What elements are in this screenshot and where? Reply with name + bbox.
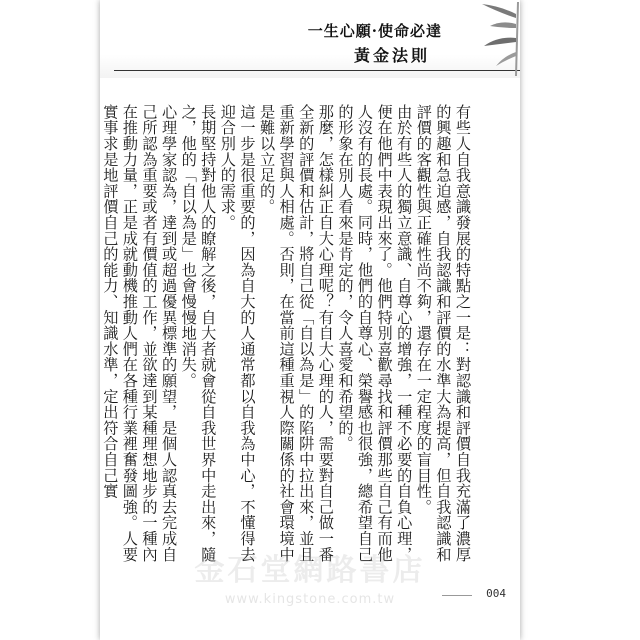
book-title: 一生心願·使命必達 — [307, 22, 442, 40]
paragraph: 那麼，怎樣糾正自大心理呢？有自大心理的人，需要對自己做一番全新的評價和估計，將自己從「自以為是」的陷阱中拉出來，並且重新學習與人相處。否則，在當前這種重視人際關係的社會環境中是難以立足的。 — [258, 104, 335, 563]
book-page — [100, 0, 520, 640]
paragraph: 有些人自我意識發展的特點之一是：對認識和評價自我充滿了濃厚的興趣和急迫感，自我認識和評價的水準大為提高，但自我認識和評價的客觀性與正確性尚不夠，還存在一定程度的盲目性。 — [414, 104, 472, 563]
watermark-text: 金石堂網路書店 — [194, 553, 426, 588]
book-subtitle: 黃金法則 — [353, 46, 430, 65]
page-number: 004 — [486, 587, 506, 600]
bamboo-leaf-icon — [440, 0, 520, 78]
vertical-body-text — [101, 104, 472, 574]
paragraph: 這一步是很重要的，因為自大的人通常都以自我為中心，不懂得去迎合別人的需求。 — [218, 104, 257, 563]
paragraph: 心理學家認為，達到或超過優異標準的願望，是個人認真去完成自己所認為重要或者有價值的工作，並欲達到某種理想地步的一種內在推動力量，正是成就動機推動人們在各種行業裡奮發圖強。人要實事求是地評價自己的能力、知識水準，定出符合自己實 — [101, 104, 179, 563]
page-header — [100, 0, 520, 78]
paragraph: 長期堅持對他人的瞭解之後，自大者就會從自我世界中走出來，隨之，他的「自以為是」也會慢慢地消失。 — [179, 104, 218, 563]
paragraph: 由於有些人的獨立意識、自尊心的增強，一種不必要的自負心理，便在他們中表現出來了。他們特別喜歡尋找和評價那些自己有而他人沒有的長處。同時，他們的自尊心、榮譽感也很強，總希望自己的形象在別人看來是肯定的，令人喜愛和希望的。 — [336, 104, 414, 563]
watermark-url: www.kingstone.com.tw — [224, 592, 396, 607]
